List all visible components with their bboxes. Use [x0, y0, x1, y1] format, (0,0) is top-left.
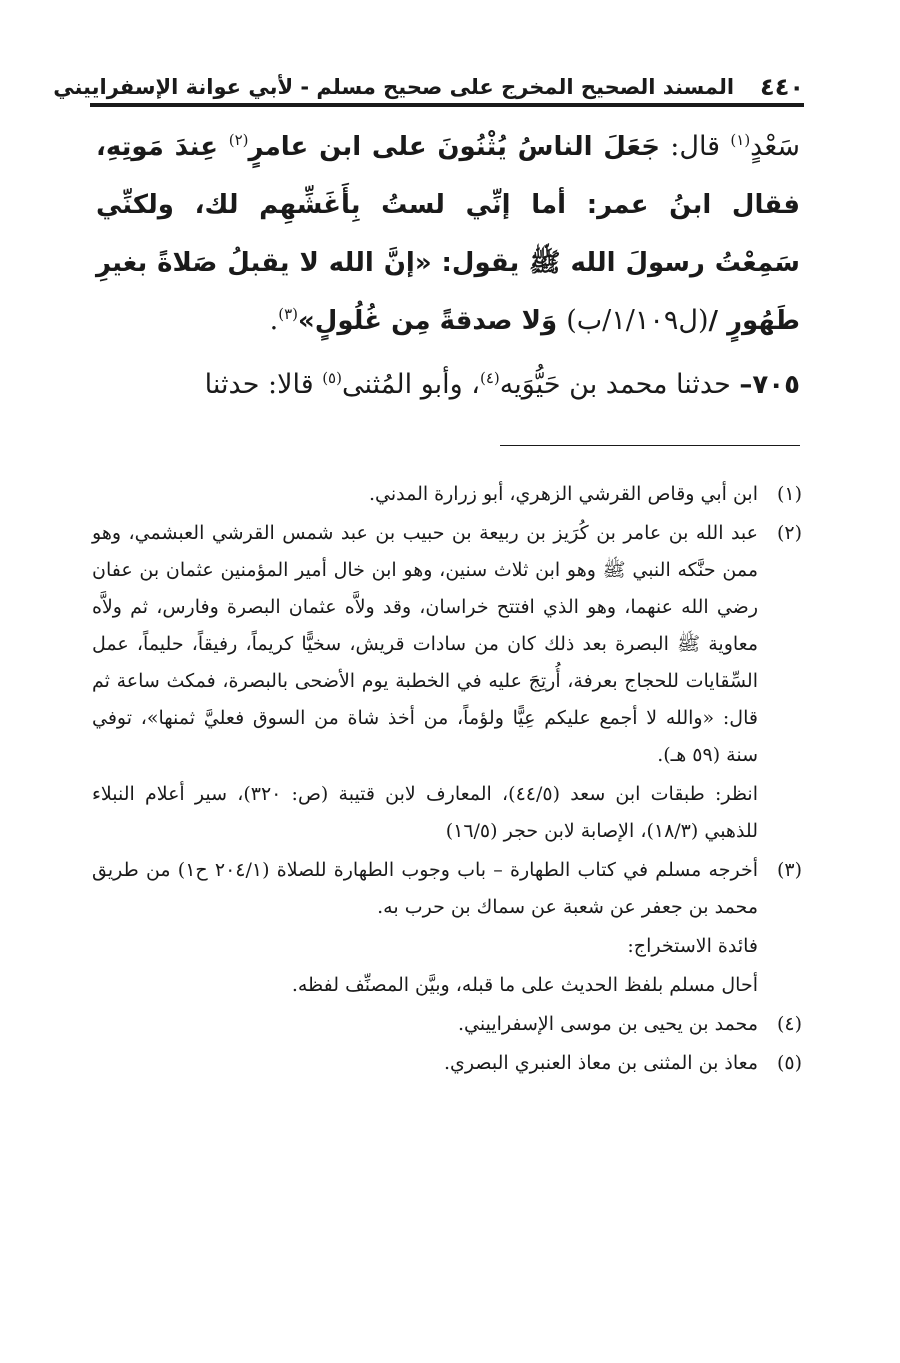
footnote-text: عبد الله بن عامر بن كُرَيز بن ربيعة بن حبيب بن عبد شمس القرشي العبشمي، وهو ممن حنَّكه النبي ﷺ وهو ابن ثلاث سنين، وهو ابن خال أمير المؤمنين عثمان بن عفان رضي الله عنهما، وهو الذي افتتح خراسان، وقد ولاَّه عثمان البصرة وفارس، ثم ولاَّه معاوية ﷺ البصرة بعد ذلك كان من سادات قريش، سخيًّا كريماً، رفيقاً، حليماً، عمل السِّقايات للحجاج بعرفة، أُرتِجَ عليه في الخطبة يوم الأضحى بالبصرة، فمكث ساعة ثم قال: «والله لا أجمع عليكم عِيًّا ولؤماً، من أخذ شاة من السوق فعليَّ ثمنها»، توفي سنة (٥٩ هـ).: [92, 522, 759, 766]
footnote-label: (١): [776, 483, 802, 505]
hadith-705-line: [96, 356, 800, 414]
footnote-1: [92, 476, 802, 513]
footnote-ref: (٥): [322, 369, 342, 387]
text-run-bold: وَلا صدقةً مِن غُلُولٍ»: [297, 306, 567, 336]
footnote-5: [92, 1045, 802, 1082]
text-run-bold: عِندَ مَوتِهِ، فقال ابنُ عمر: أما إنِّي لستُ بِأَغَشِّهِم لك، ولكنِّي سَمِعْتُ رسولَ الله ﷺ يقول: «إنَّ الله لا يقبلُ صَلاةً بغيرِ طَهُورٍ /: [96, 132, 800, 336]
footnote-3-note: أحال مسلم بلفظ الحديث على ما قبله، وبيَّن المصنِّف لفظه.: [291, 974, 758, 996]
footnote-label: (٥): [776, 1052, 802, 1074]
text-run: قالا: حدثنا: [204, 369, 323, 400]
footnote-separator: [500, 445, 800, 446]
running-title: المسند الصحيح المخرج على صحيح مسلم - لأبي عوانة الإسفراييني: [53, 75, 735, 99]
text-run: سَعْدٍ: [750, 131, 800, 162]
footnote-ref: (١): [730, 131, 751, 149]
footnote-text: أخرجه مسلم في كتاب الطهارة – باب وجوب الطهارة للصلاة (٢٠٤/١ ح١) من طريق محمد بن جعفر عن شعبة عن سماك بن حرب به.: [92, 859, 759, 918]
manuscript-ref: (ل١/١٠٩/ب): [566, 305, 709, 336]
footnote-text: ابن أبي وقاص القرشي الزهري، أبو زرارة المدني.: [368, 483, 758, 505]
footnote-ref: (٢): [228, 131, 249, 149]
footnote-text: معاذ بن المثنى بن معاذ العنبري البصري.: [443, 1052, 758, 1074]
text-run: ، وأبو المُثنى: [341, 369, 480, 400]
footnote-3-heading: فائدة الاستخراج:: [627, 935, 758, 957]
running-header: [53, 68, 804, 102]
footnote-label: (٣): [776, 859, 803, 881]
footnote-2: [92, 515, 802, 774]
hadith-number: ٧٠٥–: [739, 370, 800, 400]
footnote-ref: (٤): [480, 369, 500, 387]
footnote-3: [92, 852, 802, 926]
footnote-4: [92, 1006, 802, 1043]
header-rule: [90, 103, 804, 107]
footnote-text: محمد بن يحيى بن موسى الإسفراييني.: [457, 1013, 758, 1035]
hadith-paragraph: [96, 118, 800, 350]
footnote-label: (٢): [776, 522, 802, 544]
text-run: قال:: [659, 131, 731, 162]
page-number: ٤٤٠: [760, 73, 804, 101]
text-run-bold: جَعَلَ الناسُ يُثْنُونَ على ابن عامرٍ: [248, 132, 660, 162]
text-run: حدثنا محمد بن حَيُّوَيه: [499, 369, 740, 400]
footnotes: [92, 476, 802, 1084]
footnote-ref: (٣): [278, 305, 298, 323]
text-run: .: [269, 305, 279, 336]
footnote-2-references: انظر: طبقات ابن سعد (٤٤/٥)، المعارف لابن قتيبة (ص: ٣٢٠)، سير أعلام النبلاء للذهبي (١٨/٣)، الإصابة لابن حجر (١٦/٥): [92, 783, 759, 842]
footnote-label: (٤): [776, 1013, 802, 1035]
main-text: [96, 118, 800, 350]
